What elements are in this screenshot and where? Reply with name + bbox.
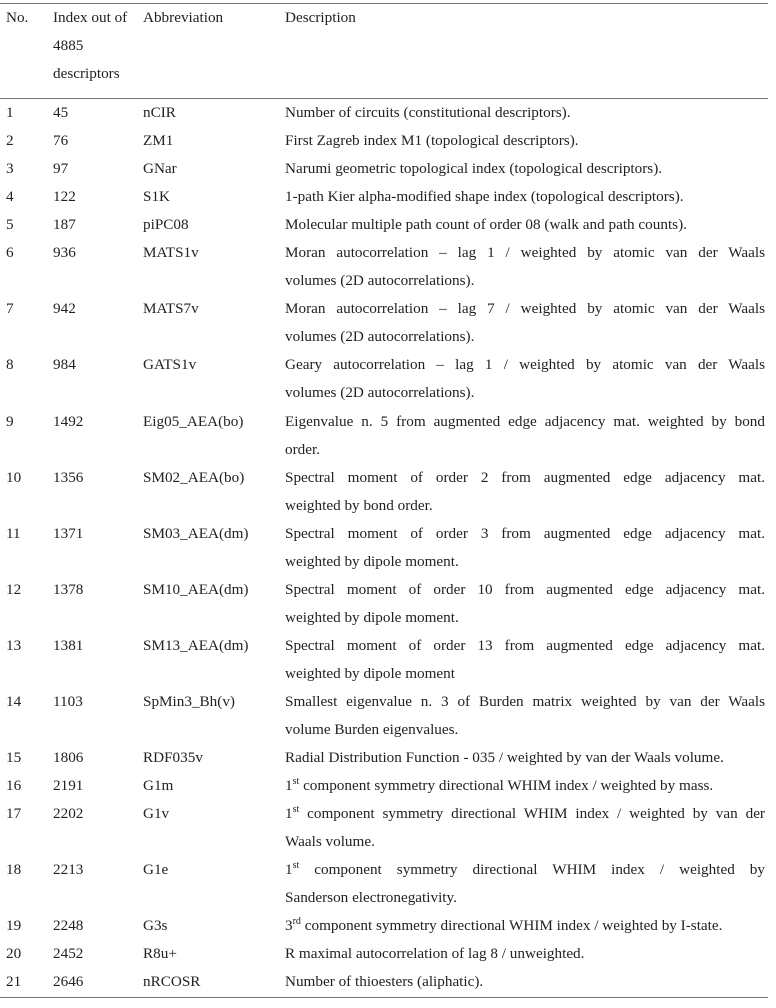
description-line	[285, 772, 765, 800]
description-line: volumes (2D autocorrelations).	[285, 272, 475, 290]
cell-description	[285, 772, 768, 800]
cell-abbreviation: G1m	[143, 777, 174, 795]
description-line: Waals volume.	[285, 833, 375, 851]
cell-index: 2646	[53, 973, 84, 991]
description-line: Smallest eigenvalue n. 3 of Burden matrix weighted by van der Waals	[285, 692, 765, 710]
description-line: Eigenvalue n. 5 from augmented edge adjacency mat. weighted by bond	[285, 412, 765, 430]
cell-description	[285, 520, 768, 576]
table-row	[0, 688, 768, 744]
cell-no: 13	[6, 636, 22, 654]
table-row	[0, 520, 768, 576]
cell-no: 18	[6, 861, 22, 879]
cell-index: 97	[53, 160, 69, 178]
cell-description	[285, 408, 768, 464]
cell-no: 15	[6, 749, 22, 767]
description-line: Geary autocorrelation – lag 1 / weighted by atomic van der Waals	[285, 356, 765, 374]
cell-abbreviation: Eig05_AEA(bo)	[143, 412, 244, 430]
cell-abbreviation: G3s	[143, 917, 168, 935]
description-line: Spectral moment of order 3 from augmented edge adjacency mat.	[285, 524, 765, 542]
cell-no: 20	[6, 945, 22, 963]
cell-no: 4	[6, 188, 14, 206]
table-row	[0, 744, 768, 772]
header-index	[53, 4, 143, 99]
table-row	[0, 155, 768, 183]
cell-no: 2	[6, 132, 14, 150]
header-abbreviation: Abbreviation	[143, 9, 224, 26]
cell-index: 2452	[53, 945, 84, 963]
cell-description	[285, 464, 768, 520]
cell-description	[285, 744, 768, 772]
cell-abbreviation: MATS7v	[143, 300, 199, 318]
cell-index: 187	[53, 216, 76, 234]
cell-index: 1492	[53, 412, 84, 430]
description-text: component symmetry directional WHIM index / weighted by mass.	[299, 777, 714, 795]
ordinal-number: 1	[285, 777, 293, 795]
ordinal-number: 3	[285, 917, 293, 935]
cell-no: 12	[6, 580, 22, 598]
cell-description	[285, 155, 768, 183]
ordinal-suffix: st	[292, 804, 300, 816]
header-no: No.	[6, 9, 29, 26]
header-index-line: 4885	[53, 37, 84, 54]
description-text: component symmetry directional WHIM index / weighted by I-state.	[300, 917, 723, 935]
cell-no: 5	[6, 216, 14, 234]
description-line: 1-path Kier alpha-modified shape index (topological descriptors).	[285, 188, 684, 206]
description-line: volumes (2D autocorrelations).	[285, 328, 475, 346]
cell-description	[285, 576, 768, 632]
cell-abbreviation: nRCOSR	[143, 973, 201, 991]
cell-index: 2248	[53, 917, 84, 935]
cell-index: 984	[53, 356, 76, 374]
cell-abbreviation: G1e	[143, 861, 169, 879]
cell-abbreviation: G1v	[143, 805, 170, 823]
table-row	[0, 632, 768, 688]
cell-index: 1371	[53, 524, 84, 542]
description-line: volume Burden eigenvalues.	[285, 721, 459, 739]
cell-no: 7	[6, 300, 14, 318]
header-index-line: descriptors	[53, 65, 120, 82]
cell-index: 2213	[53, 861, 84, 879]
cell-no: 16	[6, 777, 22, 795]
description-line: weighted by dipole moment.	[285, 552, 459, 570]
cell-abbreviation: SM02_AEA(bo)	[143, 468, 245, 486]
cell-index: 45	[53, 104, 69, 121]
cell-description	[285, 99, 768, 128]
cell-abbreviation: R8u+	[143, 945, 177, 963]
cell-index: 76	[53, 132, 69, 150]
cell-index: 1381	[53, 636, 84, 654]
description-text: component symmetry directional WHIM index / weighted by	[299, 861, 765, 879]
cell-no: 21	[6, 973, 22, 991]
cell-description	[285, 632, 768, 688]
header-row	[0, 4, 768, 99]
cell-abbreviation: MATS1v	[143, 244, 199, 262]
cell-description	[285, 856, 768, 912]
cell-abbreviation: GNar	[143, 160, 177, 178]
table-row	[0, 576, 768, 632]
table-row	[0, 856, 768, 912]
description-line: Sanderson electronegativity.	[285, 889, 457, 907]
table-row	[0, 183, 768, 211]
table-row	[0, 772, 768, 800]
cell-abbreviation: SM10_AEA(dm)	[143, 580, 249, 598]
cell-description	[285, 800, 768, 856]
table-row	[0, 351, 768, 407]
cell-no: 17	[6, 805, 22, 823]
description-line: Number of circuits (constitutional descriptors).	[285, 104, 571, 121]
table-row	[0, 464, 768, 520]
cell-index: 1806	[53, 749, 84, 767]
description-line: Moran autocorrelation – lag 7 / weighted by atomic van der Waals	[285, 300, 765, 318]
cell-index: 936	[53, 244, 76, 262]
description-line: Radial Distribution Function - 035 / weighted by van der Waals volume.	[285, 749, 724, 767]
cell-index: 2191	[53, 777, 84, 795]
table-row	[0, 800, 768, 856]
cell-abbreviation: SM03_AEA(dm)	[143, 524, 249, 542]
description-line: First Zagreb index M1 (topological descriptors).	[285, 132, 579, 150]
description-line	[285, 912, 765, 940]
table-row	[0, 912, 768, 940]
cell-index: 1378	[53, 580, 84, 598]
cell-no: 10	[6, 468, 22, 486]
cell-description	[285, 127, 768, 155]
table-row	[0, 968, 768, 997]
cell-no: 3	[6, 160, 14, 178]
ordinal-number: 1	[285, 805, 293, 823]
description-line	[285, 856, 765, 884]
cell-abbreviation: S1K	[143, 188, 171, 206]
table-header	[0, 4, 768, 99]
table-row	[0, 211, 768, 239]
description-line: Number of thioesters (aliphatic).	[285, 973, 484, 991]
description-line: R maximal autocorrelation of lag 8 / unweighted.	[285, 945, 585, 963]
description-line: weighted by dipole moment.	[285, 608, 459, 626]
cell-description	[285, 968, 768, 997]
table-row	[0, 239, 768, 295]
description-line: Spectral moment of order 13 from augmented edge adjacency mat.	[285, 636, 765, 654]
header-description: Description	[285, 9, 356, 26]
cell-abbreviation: nCIR	[143, 104, 176, 121]
cell-abbreviation: GATS1v	[143, 356, 197, 374]
cell-description	[285, 351, 768, 407]
ordinal-suffix: st	[292, 860, 300, 872]
description-text: component symmetry directional WHIM index / weighted by van der	[299, 805, 765, 823]
cell-no: 9	[6, 412, 14, 430]
cell-no: 1	[6, 104, 14, 121]
cell-description	[285, 688, 768, 744]
cell-abbreviation: SpMin3_Bh(v)	[143, 692, 235, 710]
description-line: Narumi geometric topological index (topological descriptors).	[285, 160, 663, 178]
cell-no: 11	[6, 524, 21, 542]
cell-index: 2202	[53, 805, 84, 823]
cell-description	[285, 211, 768, 239]
ordinal-number: 1	[285, 861, 293, 879]
cell-index: 1103	[53, 692, 83, 710]
cell-abbreviation: piPC08	[143, 216, 189, 234]
cell-index: 942	[53, 300, 76, 318]
description-line: Molecular multiple path count of order 08 (walk and path counts).	[285, 216, 687, 234]
cell-description	[285, 912, 768, 940]
descriptor-table	[0, 3, 768, 998]
ordinal-suffix: rd	[292, 916, 301, 928]
cell-description	[285, 940, 768, 968]
table-row	[0, 408, 768, 464]
description-line	[285, 800, 765, 828]
header-index-line: Index out of	[53, 9, 128, 26]
cell-description	[285, 295, 768, 351]
table-row	[0, 127, 768, 155]
description-line: Moran autocorrelation – lag 1 / weighted by atomic van der Waals	[285, 244, 765, 262]
description-line: volumes (2D autocorrelations).	[285, 384, 475, 402]
table-body	[0, 99, 768, 998]
description-line: weighted by dipole moment	[285, 664, 455, 682]
cell-no: 6	[6, 244, 14, 262]
cell-index: 122	[53, 188, 76, 206]
cell-description	[285, 239, 768, 295]
description-line: order.	[285, 440, 321, 458]
description-line: weighted by bond order.	[285, 496, 433, 514]
description-line: Spectral moment of order 10 from augmented edge adjacency mat.	[285, 580, 765, 598]
cell-no: 8	[6, 356, 14, 374]
ordinal-suffix: st	[292, 776, 300, 788]
table-row	[0, 99, 768, 128]
cell-abbreviation: ZM1	[143, 132, 174, 150]
cell-no: 14	[6, 692, 22, 710]
table-row	[0, 940, 768, 968]
table-row	[0, 295, 768, 351]
cell-no: 19	[6, 917, 22, 935]
description-line: Spectral moment of order 2 from augmented edge adjacency mat.	[285, 468, 765, 486]
cell-description	[285, 183, 768, 211]
cell-index: 1356	[53, 468, 84, 486]
cell-abbreviation: RDF035v	[143, 749, 203, 767]
cell-abbreviation: SM13_AEA(dm)	[143, 636, 249, 654]
